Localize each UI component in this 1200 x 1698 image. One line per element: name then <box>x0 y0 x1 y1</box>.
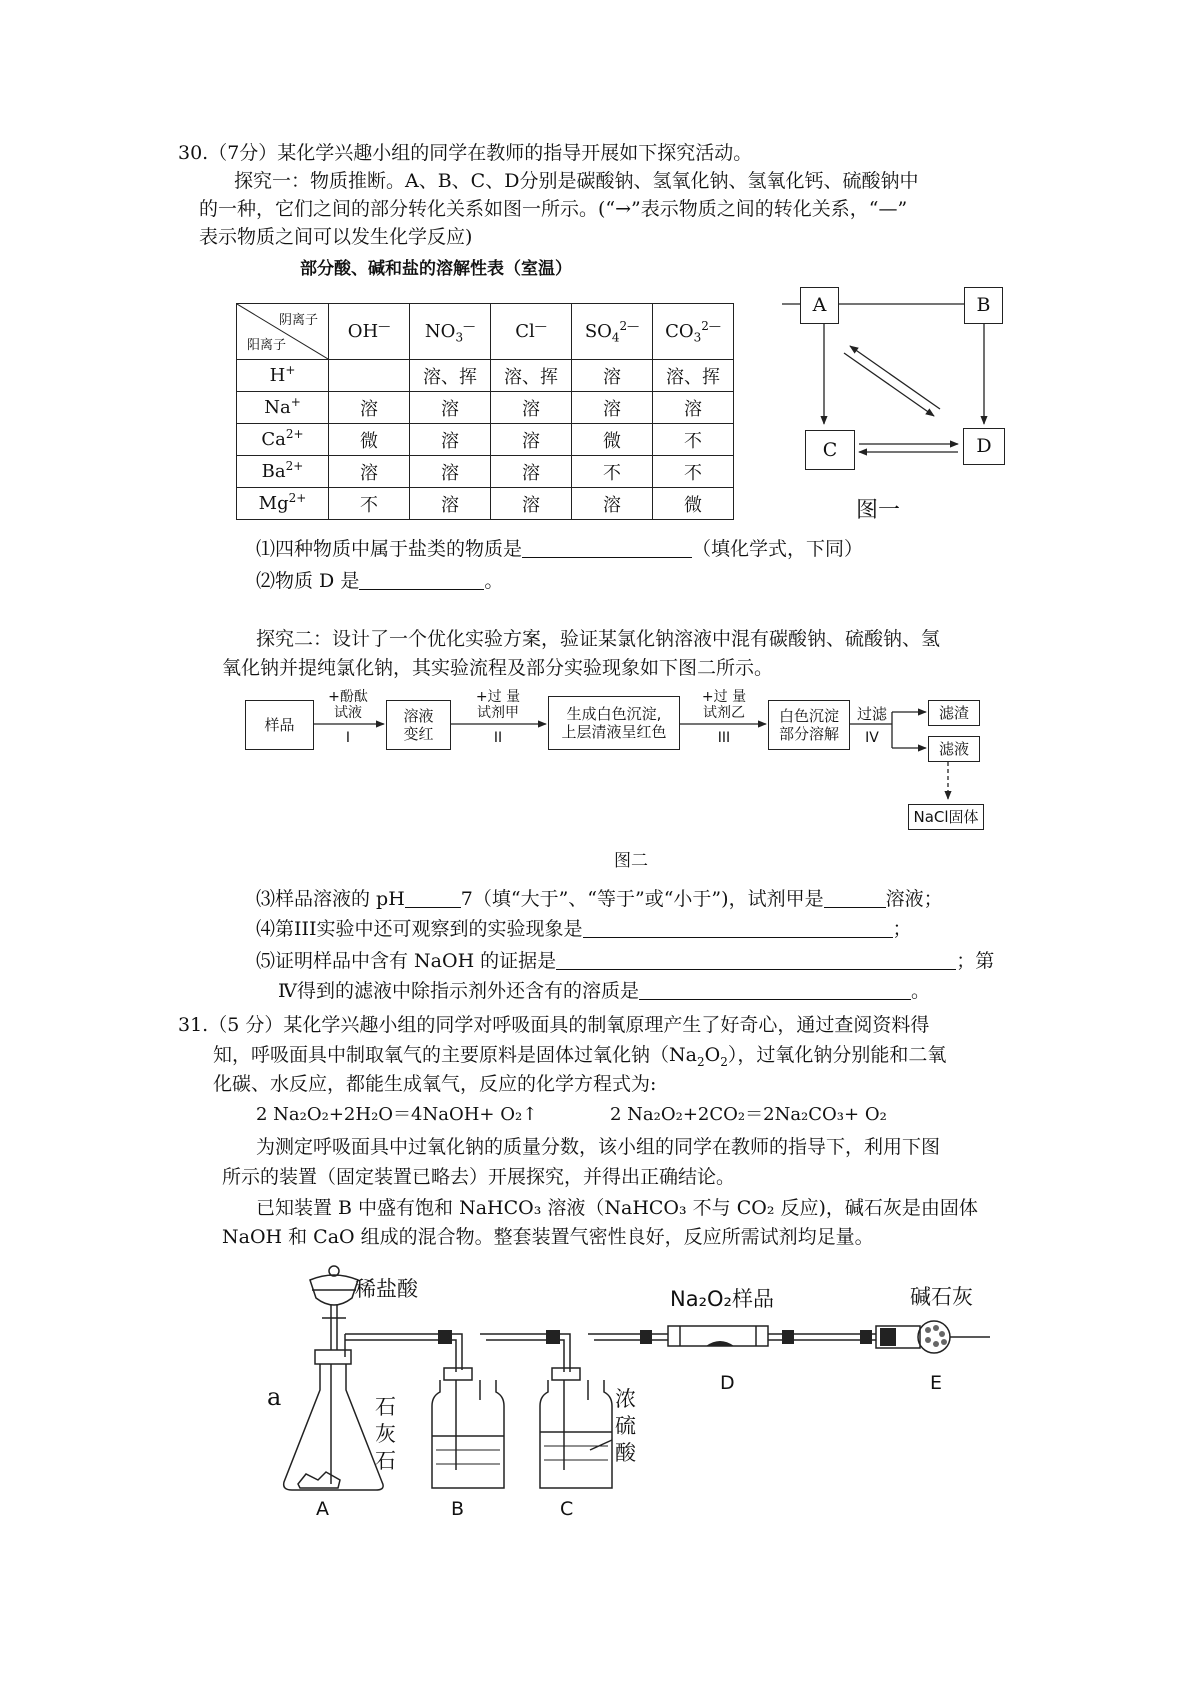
table-cell <box>329 360 410 392</box>
solubility-table <box>236 303 734 520</box>
label-na2o2-sample: Na₂O₂样品 <box>670 1287 774 1311</box>
q31-line4: 为测定呼吸面具中过氧化钠的质量分数，该小组的同学在教师的指导下，利用下图 <box>256 1136 941 1158</box>
answer-blank-3a[interactable] <box>405 887 461 908</box>
answer-blank-5a[interactable] <box>556 949 956 970</box>
q30-title: 30.（7分）某化学兴趣小组的同学在教师的指导开展如下探究活动。 <box>178 142 753 164</box>
q31-line1: 31.（5 分）某化学兴趣小组的同学对呼吸面具的制氧原理产生了好奇心，通过查阅资料得 <box>178 1014 930 1036</box>
answer-blank-3b[interactable] <box>824 887 886 908</box>
label-apparatus-d: D <box>720 1372 735 1394</box>
anion-label: 阴离子 <box>278 313 318 328</box>
table-cell: 溶、挥 <box>410 360 491 392</box>
flow-filtrate: 滤液 <box>928 736 980 762</box>
answer-blank-4[interactable] <box>583 917 893 938</box>
question-1: ⑴四种物质中属于盐类的物质是 （填化学式，下同） <box>256 538 864 560</box>
step3-number: III <box>717 730 731 746</box>
table-cell: 溶、挥 <box>491 360 572 392</box>
table-cell: 溶 <box>410 424 491 456</box>
cation-label: 阳离子 <box>247 338 287 353</box>
fig1-node-a: A <box>800 287 839 324</box>
table-cell: 溶 <box>410 456 491 488</box>
fig1-caption: 图一 <box>856 498 901 523</box>
label-soda-lime: 碱石灰 <box>910 1285 973 1309</box>
answer-blank-1[interactable] <box>522 537 692 558</box>
fig1-node-b: B <box>964 287 1003 324</box>
explore1-line3: 表示物质之间可以发生化学反应) <box>199 226 473 248</box>
table-cell: 不 <box>653 456 734 488</box>
q31-line6: 已知装置 B 中盛有饱和 NaHCO₃ 溶液（NaHCO₃ 不与 CO₂ 反应)，碱石灰是由固体 <box>256 1197 978 1219</box>
flow-partial-dissolve: 白色沉淀 部分溶解 <box>768 700 850 750</box>
q31-line5: 所示的装置（固定装置已略去）开展探究，并得出正确结论。 <box>222 1166 736 1188</box>
flow-turns-red: 溶液 变红 <box>386 700 451 750</box>
flow-nacl-solid: NaCl固体 <box>908 804 984 830</box>
question-5b: Ⅳ得到的滤液中除指示剂外还含有的溶质是 。 <box>278 980 930 1002</box>
explore2-line1: 探究二：设计了一个优化实验方案，验证某氯化钠溶液中混有碳酸钠、硫酸钠、氢 <box>256 628 941 650</box>
table-cell: 溶 <box>491 456 572 488</box>
header-cl: Cl— <box>491 304 572 360</box>
table-cell: 不 <box>572 456 653 488</box>
table-cell: 溶 <box>572 488 653 520</box>
table-cell: 微 <box>572 424 653 456</box>
equation-2: 2 Na₂O₂+2CO₂＝2Na₂CO₃+ O₂ <box>610 1104 887 1125</box>
table-cell: 溶 <box>329 456 410 488</box>
explore1-line2: 的一种，它们之间的部分转化关系如图一所示。(“→”表示物质之间的转化关系，“—” <box>199 198 908 220</box>
label-limestone: 石 灰 石 <box>375 1395 396 1473</box>
table-cell: 微 <box>653 488 734 520</box>
step3-reagent: +过 量 试剂乙 <box>701 689 747 721</box>
step4-filter: 过滤 <box>856 705 887 723</box>
question-2: ⑵物质 D 是 。 <box>256 570 504 592</box>
label-dilute-hcl: 稀盐酸 <box>355 1277 418 1301</box>
table-cell: 溶 <box>572 392 653 424</box>
explore1-line1: 探究一：物质推断。A、B、C、D分别是碳酸钠、氢氧化钠、氢氧化钙、硫酸钠中 <box>234 170 919 192</box>
table-row <box>237 424 734 456</box>
q31-line3: 化碳、水反应，都能生成氧气，反应的化学方程式为: <box>213 1073 657 1095</box>
table-cell: 溶 <box>572 360 653 392</box>
table-cell: 溶 <box>491 424 572 456</box>
label-flask-a: a <box>267 1383 282 1411</box>
label-apparatus-b: B <box>451 1498 465 1520</box>
step4-number: IV <box>865 730 879 746</box>
flow-sample: 样品 <box>245 700 314 750</box>
table-cell: 溶 <box>491 488 572 520</box>
header-no3: $NO_3^—$ <box>410 304 491 360</box>
label-apparatus-c: C <box>560 1498 574 1520</box>
table-row <box>237 392 734 424</box>
fig1-node-d: D <box>963 428 1005 465</box>
label-conc-h2so4: 浓 硫 酸 <box>615 1387 636 1465</box>
table-cell: 微 <box>329 424 410 456</box>
table-cell: 不 <box>329 488 410 520</box>
equation-1: 2 Na₂O₂+2H₂O＝4NaOH+ O₂↑ <box>256 1104 538 1125</box>
answer-blank-5b[interactable] <box>639 979 911 1000</box>
explore2-line2: 氧化钠并提纯氯化钠，其实验流程及部分实验现象如下图二所示。 <box>222 657 774 679</box>
table-row <box>237 360 734 392</box>
table-cell: 溶 <box>653 392 734 424</box>
fig2-caption: 图二 <box>614 851 648 871</box>
question-3: ⑶样品溶液的 pH 7（填“大于”、“等于”或“小于”)，试剂甲是 溶液； <box>256 888 943 910</box>
q31-line7: NaOH 和 CaO 组成的混合物。整套装置气密性良好，反应所需试剂均足量。 <box>222 1226 874 1248</box>
table-cell: 溶 <box>410 488 491 520</box>
diagonal-header-cell <box>237 304 329 360</box>
table-caption: 部分酸、碱和盐的溶解性表（室温） <box>300 259 572 279</box>
flow-residue: 滤渣 <box>928 700 980 726</box>
header-co3: $CO_3^{2—}$ <box>653 304 734 360</box>
table-cell: 不 <box>653 424 734 456</box>
step2-reagent: +过 量 试剂甲 <box>475 689 521 721</box>
table-row <box>237 488 734 520</box>
table-cell: 溶 <box>491 392 572 424</box>
table-cell: 溶 <box>329 392 410 424</box>
cation-cell: H+ <box>237 360 329 392</box>
cation-cell: $Mg^{2+}$ <box>237 488 329 520</box>
step2-number: II <box>493 730 503 746</box>
q31-line2: 知，呼吸面具中制取氧气的主要原料是固体过氧化钠$(Na_2O_2)$，过氧化钠分别能和二氧 <box>213 1044 947 1069</box>
fig1-node-c: C <box>805 430 855 470</box>
question-5: ⑸证明样品中含有 NaOH 的证据是 ；第 <box>256 950 995 972</box>
step1-reagent: +酚酞 试液 <box>328 689 368 721</box>
step1-number: I <box>345 730 351 746</box>
answer-blank-2[interactable] <box>359 569 484 590</box>
cation-cell: Na+ <box>237 392 329 424</box>
label-apparatus-a: A <box>316 1498 329 1520</box>
table-cell: 溶 <box>410 392 491 424</box>
flow-white-precipitate: 生成白色沉淀, 上层清液呈红色 <box>548 696 680 750</box>
question-4: ⑷第III实验中还可观察到的实验现象是 ； <box>256 918 912 940</box>
header-so4: $SO_4^{2—}$ <box>572 304 653 360</box>
header-oh: OH— <box>329 304 410 360</box>
table-header-row <box>237 304 734 360</box>
cation-cell: $Ba^{2+}$ <box>237 456 329 488</box>
label-apparatus-e: E <box>930 1372 943 1394</box>
table-cell: 溶、挥 <box>653 360 734 392</box>
table-row <box>237 456 734 488</box>
cation-cell: $Ca^{2+}$ <box>237 424 329 456</box>
